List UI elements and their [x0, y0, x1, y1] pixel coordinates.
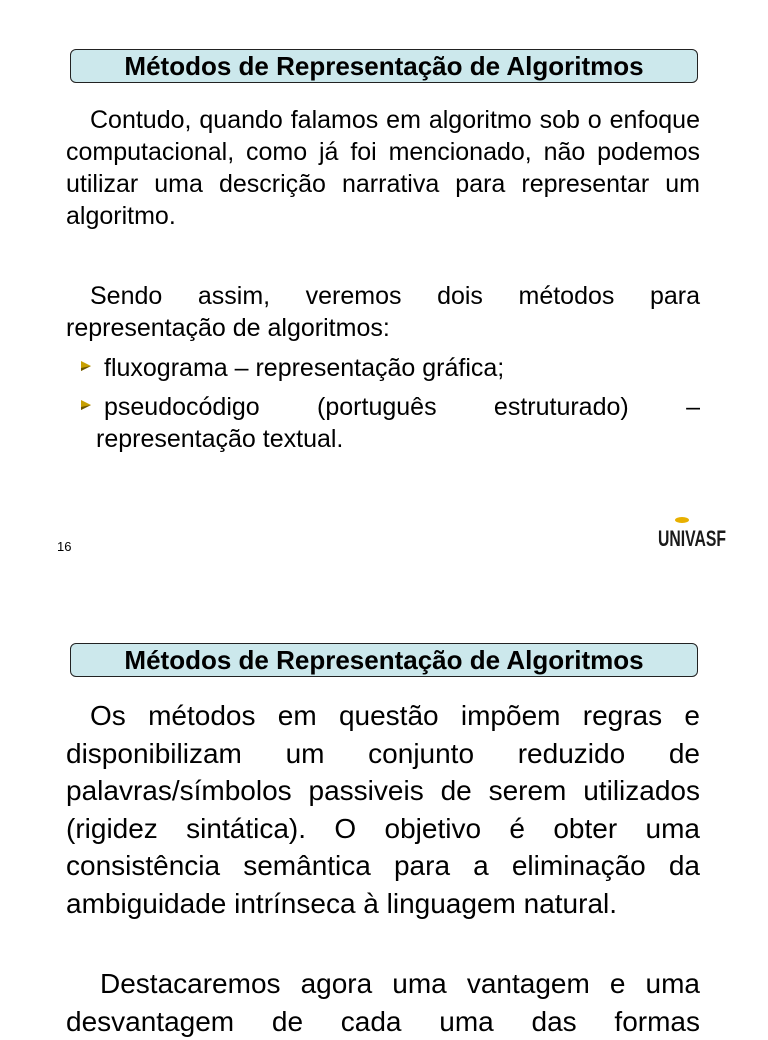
paragraph-intro: Contudo, quando falamos em algoritmo sob o enfoque computacional, como já foi mencionado, não podemos utilizar uma descrição narrativa para representar um algoritmo. [66, 106, 700, 230]
bullet-text: fluxograma – representação gráfica; [104, 354, 505, 382]
paragraph-advantages: Destacaremos agora uma vantagem e uma desvantagem de cada uma das formas [66, 968, 700, 1037]
arrow-bullet-icon [78, 397, 94, 413]
univasf-logo [656, 512, 728, 552]
bullet-flowchart [78, 352, 700, 384]
paragraph-methods-rules: Os métodos em questão impõem regras e disponibilizam um conjunto reduzido de palavras/símbolos passiveis de serem utilizados (rigidez sintática). O objetivo é obter uma consistência semântica para a eliminação da ambiguidade intrínseca à linguagem natural. [66, 700, 700, 919]
slide-title: Métodos de Representação de Algoritmos [70, 643, 698, 677]
svg-text:UNIVASF: UNIVASF [658, 526, 726, 551]
bullet-pseudocode [78, 391, 700, 455]
arrow-bullet-icon [78, 358, 94, 374]
paragraph-methods: Sendo assim, veremos dois métodos para representação de algoritmos: [66, 282, 700, 342]
bullet-text: pseudocódigo (português estruturado) – [104, 393, 700, 421]
page-number: 16 [57, 539, 72, 554]
slide-title: Métodos de Representação de Algoritmos [70, 49, 698, 83]
slide-17 [0, 600, 768, 1037]
bullet-text-continuation: representação textual. [96, 425, 344, 453]
